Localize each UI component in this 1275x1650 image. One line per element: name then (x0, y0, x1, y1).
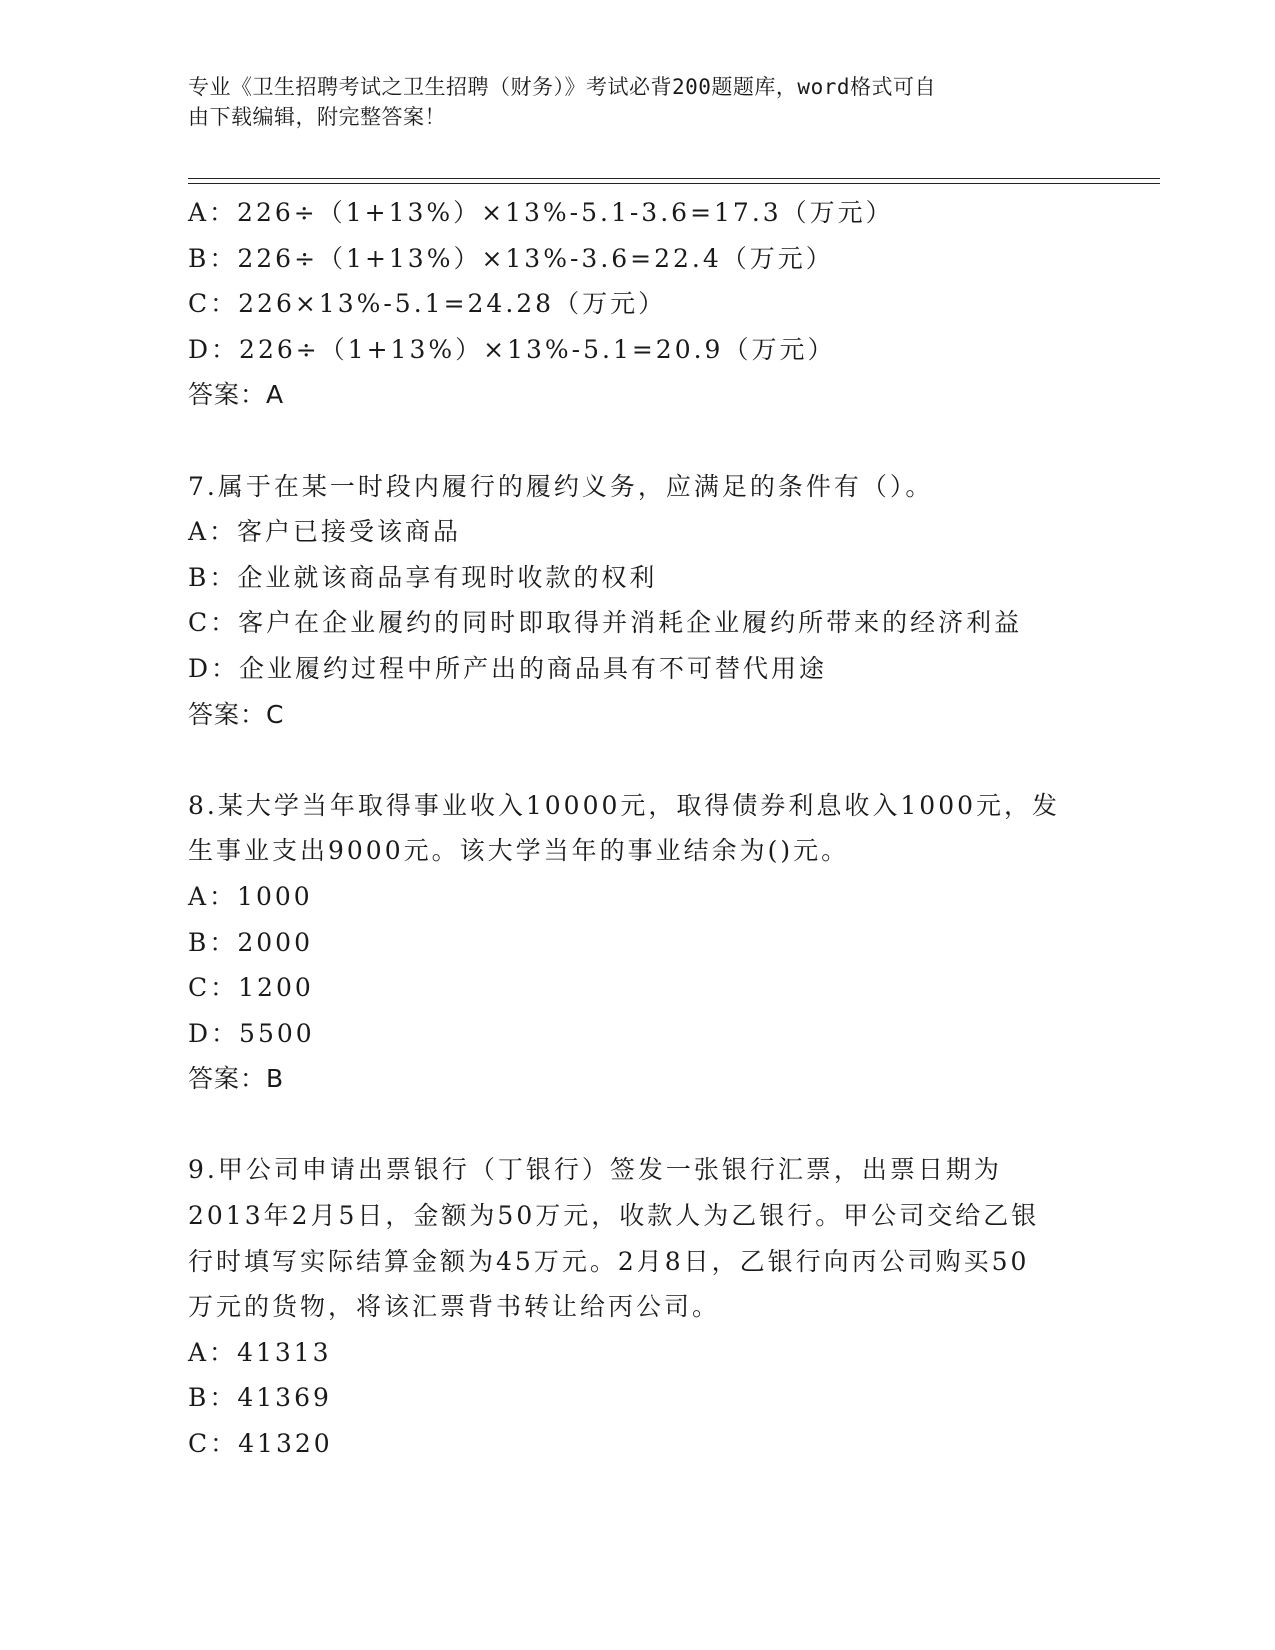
answer-line: 答案：A (188, 380, 285, 410)
option-b: B：2000 (188, 927, 313, 957)
spacer (188, 737, 1088, 783)
question-stem-line-1: 9.甲公司申请出票银行（丁银行）签发一张银行汇票，出票日期为 (188, 1155, 1002, 1185)
option-c: C：1200 (188, 973, 314, 1003)
option-d: D：企业履约过程中所产出的商品具有不可替代用途 (188, 653, 828, 683)
header-divider-top (188, 178, 1160, 179)
spacer (188, 418, 1088, 464)
header-line-1: 专业《卫生招聘考试之卫生招聘（财务）》考试必背200题题库，word格式可自 (188, 75, 936, 99)
spacer (188, 1102, 1088, 1148)
question-6 (188, 190, 1088, 418)
option-b: B：41369 (188, 1383, 332, 1413)
answer-line: 答案：C (188, 699, 285, 729)
option-c: C：客户在企业履约的同时即取得并消耗企业履约所带来的经济利益 (188, 608, 1023, 638)
question-stem-line-1: 8.某大学当年取得事业收入10000元，取得债券利息收入1000元，发 (188, 790, 1061, 820)
header-divider-bottom (188, 183, 1160, 184)
option-b: B：企业就该商品享有现时收款的权利 (188, 562, 658, 592)
header-line-2: 由下载编辑，附完整答案！ (188, 105, 446, 129)
option-a: A：41313 (188, 1337, 332, 1367)
document-body (188, 190, 1088, 1467)
option-b: B：226÷（1+13%）×13%-3.6=22.4（万元） (188, 243, 834, 273)
answer-line: 答案：B (188, 1064, 285, 1094)
option-d: D：5500 (188, 1018, 315, 1048)
option-a: A：客户已接受该商品 (188, 517, 462, 547)
question-stem-line-2: 2013年2月5日，金额为50万元，收款人为乙银行。甲公司交给乙银 (188, 1201, 1040, 1231)
document-header (188, 72, 1068, 132)
option-c: C：41320 (188, 1429, 333, 1459)
question-8 (188, 783, 1088, 1102)
option-d: D：226÷（1+13%）×13%-5.1=20.9（万元） (188, 334, 836, 364)
question-stem-line-2: 生事业支出9000元。该大学当年的事业结余为()元。 (188, 836, 850, 866)
question-stem-line-4: 万元的货物，将该汇票背书转让给丙公司。 (188, 1292, 721, 1322)
question-stem-line-3: 行时填写实际结算金额为45万元。2月8日，乙银行向丙公司购买50 (188, 1246, 1030, 1276)
option-a: A：226÷（1+13%）×13%-5.1-3.6=17.3（万元） (188, 198, 894, 227)
option-a: A：1000 (188, 881, 313, 911)
option-c: C：226×13%-5.1=24.28（万元） (188, 289, 667, 319)
question-9 (188, 1147, 1088, 1466)
question-stem: 7.属于在某一时段内履行的履约义务，应满足的条件有（）。 (188, 471, 934, 501)
question-7 (188, 464, 1088, 738)
